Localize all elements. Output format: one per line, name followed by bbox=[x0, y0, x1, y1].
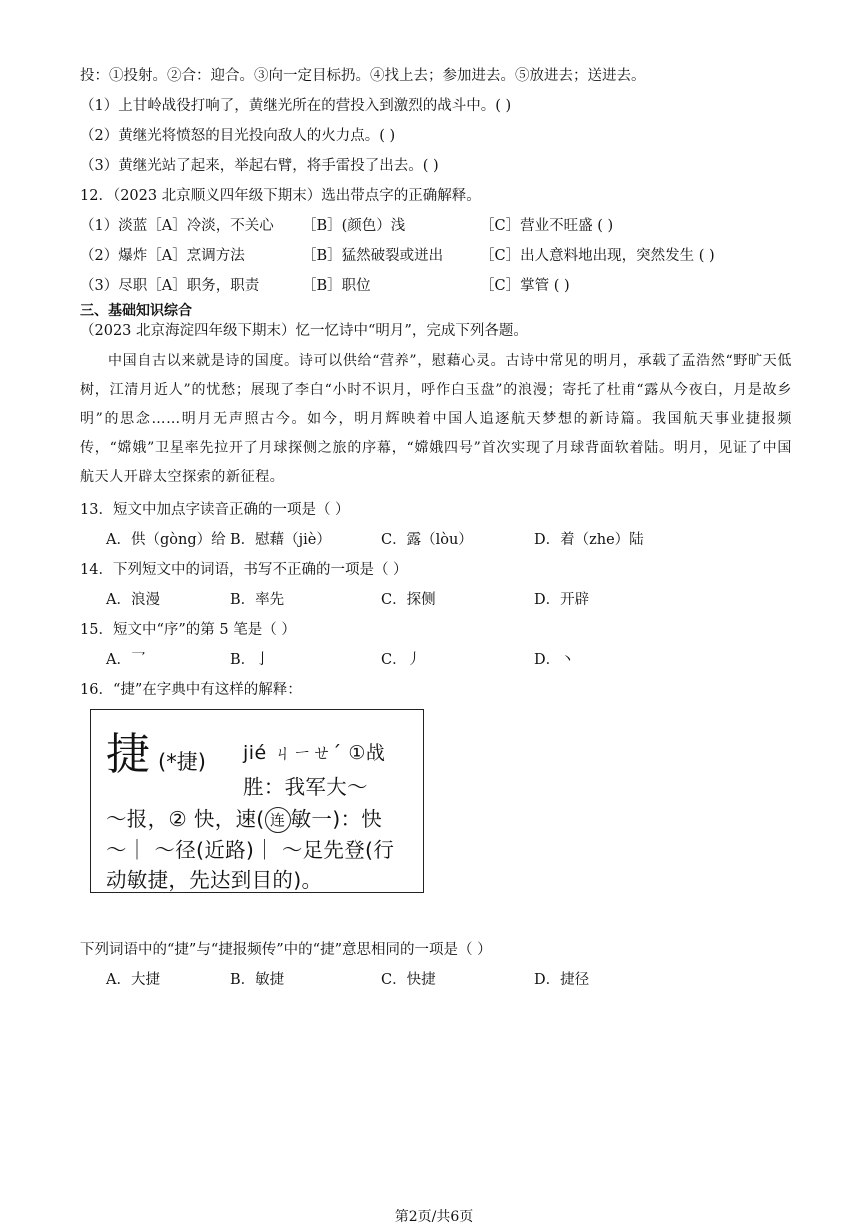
q12-stem: 12．（2023 北京顺义四年级下期末）选出带点字的正确解释。 bbox=[80, 188, 481, 204]
q16-option-a: A．大捷 bbox=[106, 972, 160, 988]
q16-option-c: C．快捷 bbox=[381, 972, 436, 988]
q13-option-d: D．着（zhe）陆 bbox=[534, 532, 644, 548]
q14-stem: 14．下列短文中的词语，书写不正确的一项是（ ） bbox=[80, 562, 408, 578]
q15-option-d: D．丶 bbox=[534, 652, 575, 668]
q12-row3-b: ［B］职位 bbox=[302, 278, 371, 294]
q14-option-a: A．浪漫 bbox=[106, 592, 160, 608]
q14-option-c: C．探侧 bbox=[381, 592, 436, 608]
q12-row3-a: （3）尽职［A］职务，职责 bbox=[80, 278, 260, 294]
section-source: （2023 北京海淀四年级下期末）忆一忆诗中“明月”，完成下列各题。 bbox=[80, 323, 528, 339]
q13-option-b: B．慰藉（jiè） bbox=[230, 532, 331, 548]
q12-row2-c: ［C］出人意料地出现，突然发生 ( ) bbox=[480, 248, 715, 264]
q14-option-b: B．率先 bbox=[230, 592, 285, 608]
dictionary-line-2: ～报，② 快，速( 连 敏一)：快 bbox=[106, 807, 383, 831]
q13-stem: 13．短文中加点字读音正确的一项是（ ） bbox=[80, 502, 350, 518]
q15-stem: 15．短文中“序”的第 5 笔是（ ） bbox=[80, 622, 296, 638]
dictionary-line-1: 胜：我军大～ bbox=[243, 775, 368, 799]
q16-option-b: B．敏捷 bbox=[230, 972, 285, 988]
section-heading: 三、基础知识综合 bbox=[80, 303, 192, 319]
q12-row1-b: ［B］(颜色）浅 bbox=[302, 218, 406, 234]
q15-option-b: B．亅 bbox=[230, 652, 270, 668]
dictionary-entry-box bbox=[90, 709, 424, 893]
page-footer: 第2页/共6页 bbox=[394, 1209, 474, 1225]
q16-option-d: D．捷径 bbox=[534, 972, 590, 988]
reading-passage: 中国自古以来就是诗的国度。诗可以供给“营养”，慰藉心灵。古诗中常见的明月，承载了孟浩然“野旷天低树，江清月近人”的忧愁；展现了李白“小时不识月，呼作白玉盘”的浪漫；寄托了杜甫“露从今夜白，月是故乡明”的思念……明月无声照古今。如今，明月辉映着中国人追逐航天梦想的新诗篇。我国航天事业捷报频传，“嫦娥”卫星率先拉开了月球探侧之旅的序幕，“嫦娥四号”首次实现了月球背面软着陆。明月，见证了中国航天人开辟太空探索的新征程。 bbox=[80, 353, 792, 485]
dictionary-pinyin: jié ㄐㄧㄝˊ ①战 bbox=[243, 742, 386, 764]
q11-item-1: （1）上甘岭战役打响了，黄继光所在的营投入到激烈的战斗中。( ) bbox=[80, 98, 512, 114]
dictionary-line-4: 动敏捷，先达到目的)。 bbox=[106, 868, 323, 892]
dictionary-headword: 捷 bbox=[106, 729, 150, 780]
q13-option-c: C．露（lòu） bbox=[381, 532, 473, 548]
q11-definition: 投：①投射。②合：迎合。③向一定目标扔。④找上去；参加进去。⑤放进去；送进去。 bbox=[80, 68, 646, 84]
q16-question: 下列词语中的“捷”与“捷报频传”中的“捷”意思相同的一项是（ ） bbox=[80, 942, 492, 958]
q16-stem: 16．“捷”在字典中有这样的解释： bbox=[80, 682, 302, 698]
q12-row2-b: ［B］猛然破裂或迸出 bbox=[302, 248, 444, 264]
q11-item-3: （3）黄继光站了起来，举起右臂，将手雷投了出去。( ) bbox=[80, 158, 439, 174]
q12-row2-a: （2）爆炸［A］烹调方法 bbox=[80, 248, 245, 264]
q12-row3-c: ［C］掌管 ( ) bbox=[480, 278, 570, 294]
q12-row1-c: ［C］营业不旺盛 ( ) bbox=[480, 218, 614, 234]
q14-option-d: D．开辟 bbox=[534, 592, 590, 608]
q15-option-a: A．乛 bbox=[106, 652, 146, 668]
q13-option-a: A．供（gòng）给 bbox=[106, 532, 226, 548]
dictionary-line-3: ～｜ ～径(近路)｜ ～足先登(行 bbox=[106, 838, 395, 862]
q15-option-c: C．丿 bbox=[381, 652, 422, 668]
circled-char-lian: 连 bbox=[265, 807, 291, 833]
q11-item-2: （2）黄继光将愤怒的目光投向敌人的火力点。( ) bbox=[80, 128, 396, 144]
dictionary-variant: (*捷) bbox=[158, 750, 206, 774]
q12-row1-a: （1）淡蓝［A］冷淡，不关心 bbox=[80, 218, 274, 234]
